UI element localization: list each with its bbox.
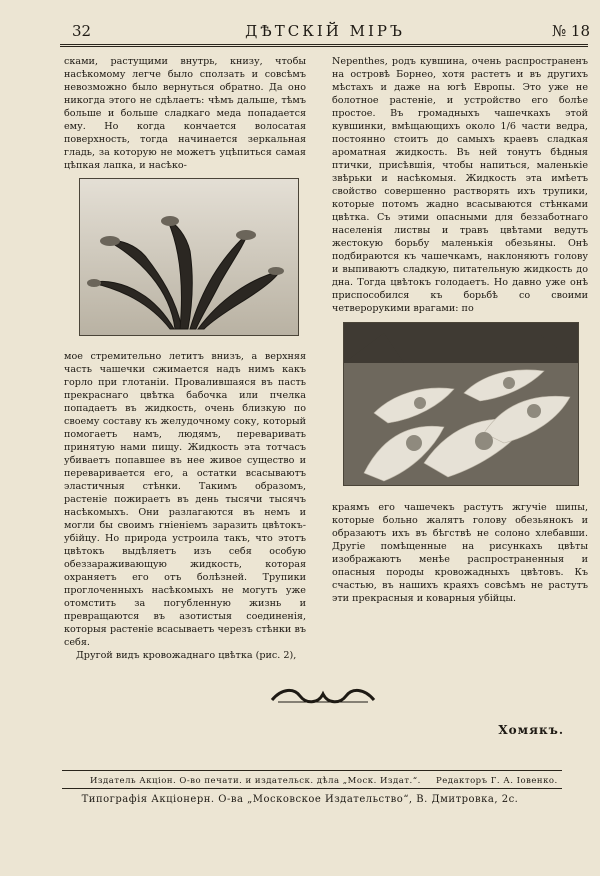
journal-title: ДѢТСКІЙ МІРЪ <box>245 22 405 40</box>
left-column-bottom <box>64 350 306 662</box>
publisher-line: Издатель Акціон. О-во печати. и издательск. дѣла „Моск. Издат.“. <box>90 776 421 786</box>
ornament-divider <box>268 680 378 710</box>
header-rule <box>60 44 588 45</box>
paragraph: Другой видъ кровожаднаго цвѣтка (рис. 2), <box>76 650 297 661</box>
paragraph: мое стремительно летитъ внизъ, а верхняя часть чашечки сжимается надъ нимъ какъ горло при глотаніи. Провалившаяся въ пасть прекраснаго цвѣтка бабочка или пчелка попадаетъ въ жидкость, очень близкую по своему составу къ желудочному соку, который помогаетъ намъ, людямъ, переваривать принятую нами пищу. Жидкость эта тотчасъ убиваетъ попавшее въ нее живое существо и переваривается его, а остатки всасываютъ эластичныя стѣнки. Такимъ образомъ, растеніе пожираетъ въ день тысячи тысячъ насѣкомыхъ. Они разлагаются въ немъ и могли бы своимъ гніеніемъ заразить цвѣтокъ-убійцу. Но природа устроила такъ, что этотъ цвѣтокъ выдѣляетъ изъ себя особую обеззараживающую жидкость, которая охраняетъ его отъ болѣзней. Трупики проглоченныхъ насѣкомыхъ не могутъ уже отомстить за погубленную жизнь и превращаются въ азотистыя соединенія, которыя растеніе всасываетъ черезъ стѣнки въ себя. <box>64 351 306 648</box>
paragraph: краямъ его чашечекъ растутъ жгучіе шипы, которые больно жалятъ голову обезьянокъ и образаютъ ихъ въ бѣгствѣ не солоно хлебавши. Другіе помѣщенные на рисункахъ цвѣты изображаютъ менѣе распространенныя и опасныя породы кровожадныхъ цвѣтовъ. Къ счастью, въ нашихъ краяхъ совсѣмъ не растутъ эти прекрасныя и коварныя убійцы. <box>332 502 588 604</box>
photo-pitcher-plant <box>79 178 299 336</box>
header-rule-second <box>60 46 588 47</box>
footer-rule-second <box>62 788 562 789</box>
flowers-illustration <box>344 323 578 485</box>
printing-line: Типографія Акціонерн. О-ва „Московское Издательство“, В. Дмитровка, 2с. <box>81 794 519 805</box>
editor-line: Редакторъ Г. А. Іовенко. <box>436 776 558 786</box>
pitcher-plant-illustration <box>80 179 298 335</box>
author-signature: Хомякъ. <box>498 723 564 737</box>
issue-number: № 18 <box>551 22 590 40</box>
right-column-bottom <box>332 501 588 605</box>
page-number: 32 <box>72 22 92 40</box>
paragraph: Nepenthes, родъ кувшина, очень распространенъ на островѣ Борнео, хотя растетъ и въ другихъ мѣстахъ и даже на югѣ Европы. Это уже не болотное растеніе, и устройство его болѣе простое. Въ громадныхъ чашечкахъ этой кувшинки, вмѣщающихъ около 1/6 части ведра, постоянно стоитъ до самыхъ краевъ сладкая ароматная жидкость. Въ ней тонутъ бѣдныя птички, присѣвшія, чтобы напиться, маленькіе звѣрьки и насѣкомыя. Жидкость эта имѣетъ свойство совершенно растворять ихъ трупики, которые потомъ жадно всасываются стѣнками цвѣтка. Съ этими опасными для беззаботнаго населенія листвы и травъ цвѣтами ведутъ жестокую борьбу маленькія обезьяны. Онѣ подбираются къ чашечкамъ, наклоняютъ голову и выпиваютъ сладкую, питательную жидкость до дна. Тогда цвѣтокъ голодаетъ. Но давно уже онѣ приспособился къ борьбѣ со своими четверорукими врагами: по <box>332 56 588 314</box>
page-header <box>60 22 590 44</box>
photo-flowers <box>343 322 579 486</box>
paragraph: сками, растущими внутрь, книзу, чтобы насѣкомому легче было сползать и совсѣмъ невозможно было вернуться обратно. Да оно никогда этого не сдѣлаетъ: чѣмъ дальше, тѣмъ больше и больше сладкаго меда попадается ему. Но когда кончается волосатая поверхность, тогда начинается зеркальная гладь, за которую не можетъ уцѣпиться самая цѣпкая лапка, и насѣко- <box>64 56 306 171</box>
left-column-top <box>64 55 306 172</box>
footer-rule <box>62 770 562 771</box>
right-column-top <box>332 55 588 315</box>
